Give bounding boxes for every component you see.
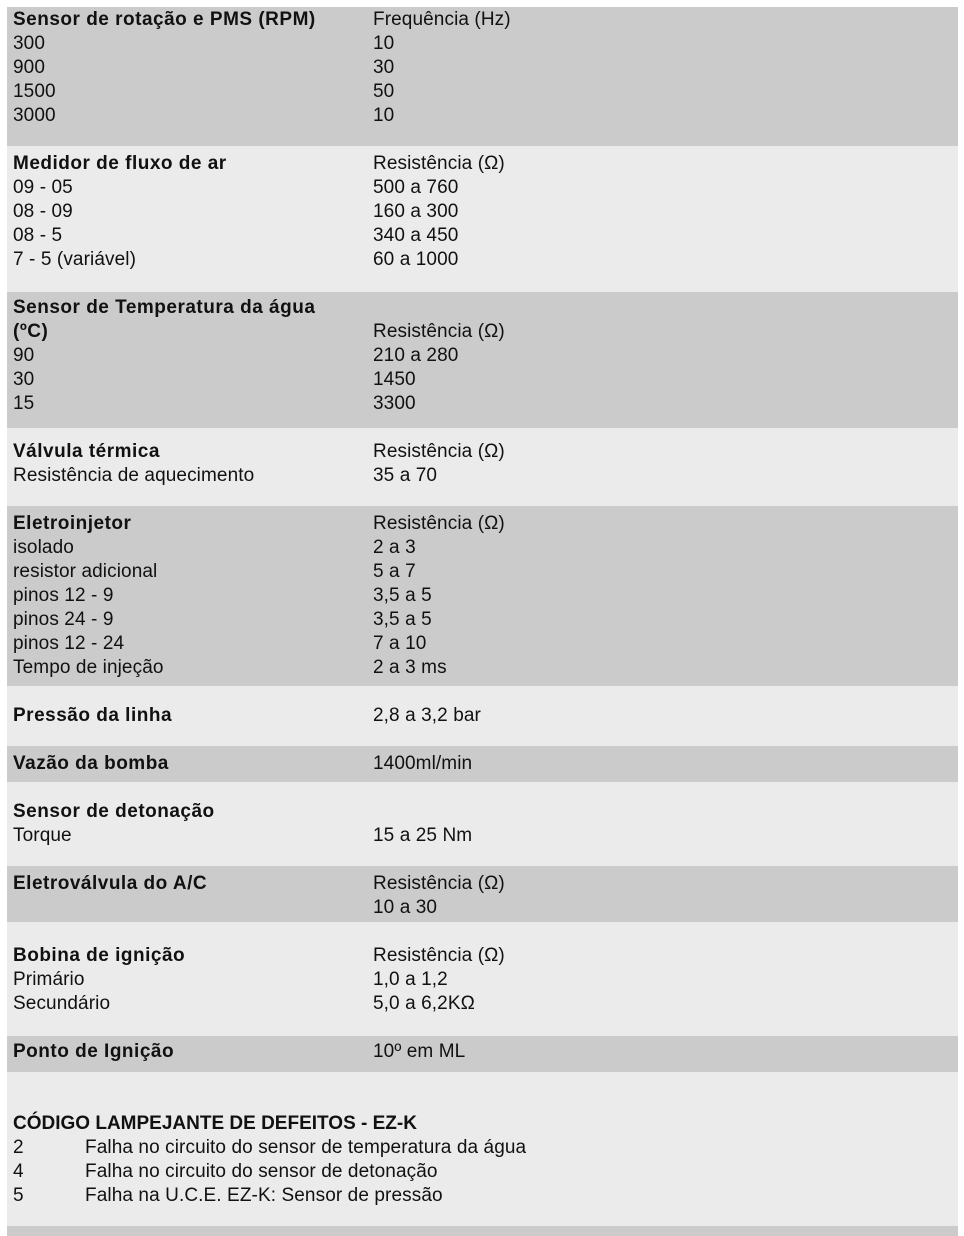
row-label: 3000: [13, 105, 56, 126]
spec-row: [7, 656, 958, 680]
spec-section: [7, 782, 958, 866]
row-label: 08 - 5: [13, 225, 63, 246]
row-label: 300: [13, 33, 46, 54]
row-label: Torque: [13, 825, 72, 846]
spec-section: [7, 506, 958, 686]
spec-row: [7, 584, 958, 608]
section-header: [7, 440, 958, 464]
section-header-value: 2,8 a 3,2 bar: [373, 705, 481, 726]
section-header: [7, 800, 958, 824]
spec-row: [7, 560, 958, 584]
row-value: 340 a 450: [373, 225, 459, 246]
fault-code-section: [7, 1072, 958, 1226]
spec-section: [7, 292, 958, 428]
row-label: pinos 24 - 9: [13, 609, 114, 630]
spec-row: [7, 32, 958, 56]
row-value: 2 a 3: [373, 537, 416, 558]
fault-code-number: 4: [13, 1161, 24, 1182]
section-header-value: Resistência (Ω): [373, 321, 505, 342]
spec-row: [7, 824, 958, 848]
section-title: Eletroinjetor: [13, 513, 132, 534]
spec-section: [7, 146, 958, 292]
section-title: Válvula térmica: [13, 441, 160, 462]
row-label: 30: [13, 369, 35, 390]
row-value: 3,5 a 5: [373, 585, 432, 606]
section-title: Sensor de detonação: [13, 801, 215, 822]
fault-code-header: [7, 1112, 958, 1136]
section-header: [7, 512, 958, 536]
spec-row: [7, 80, 958, 104]
fault-code-number: 2: [13, 1137, 24, 1158]
spec-section: [7, 922, 958, 1036]
spec-row: [7, 104, 958, 128]
spec-row: [7, 896, 958, 920]
row-value: 2 a 3 ms: [373, 657, 447, 678]
section-title: (ºC): [13, 321, 49, 342]
section-header: [7, 872, 958, 896]
section-title: Ponto de Ignição: [13, 1041, 175, 1062]
section-header-value: Resistência (Ω): [373, 513, 505, 534]
section-header: [7, 320, 958, 344]
section-header-value: Resistência (Ω): [373, 873, 505, 894]
section-header-value: 10º em ML: [373, 1041, 466, 1062]
spec-row: [7, 608, 958, 632]
row-label: 90: [13, 345, 35, 366]
row-value: 3,5 a 5: [373, 609, 432, 630]
spec-row: [7, 464, 958, 488]
spec-row: [7, 368, 958, 392]
row-label: 15: [13, 393, 35, 414]
section-header-value: 1400ml/min: [373, 753, 473, 774]
row-label: Resistência de aquecimento: [13, 465, 255, 486]
spec-row: [7, 224, 958, 248]
spec-row: [7, 200, 958, 224]
row-label: 09 - 05: [13, 177, 73, 198]
row-label: 900: [13, 57, 46, 78]
fault-code-description: Falha no circuito do sensor de temperatura da água: [85, 1137, 527, 1158]
section-title: Sensor de rotação e PMS (RPM): [13, 9, 316, 30]
row-label: pinos 12 - 9: [13, 585, 114, 606]
section-header: [7, 296, 958, 320]
section-title: Pressão da linha: [13, 705, 173, 726]
row-value: 30: [373, 57, 395, 78]
spec-row: [7, 56, 958, 80]
spec-section: [7, 746, 958, 782]
spec-row: [7, 968, 958, 992]
row-label: Tempo de injeção: [13, 657, 164, 678]
spec-section: [7, 1036, 958, 1072]
row-value: 1,0 a 1,2: [373, 969, 448, 990]
row-label: isolado: [13, 537, 74, 558]
spec-row: [7, 632, 958, 656]
section-title: Sensor de Temperatura da água: [13, 297, 316, 318]
bottom-band: [7, 1226, 958, 1236]
fault-code-item: [7, 1160, 958, 1184]
section-header-value: Resistência (Ω): [373, 441, 505, 462]
fault-code-description: Falha na U.C.E. EZ-K: Sensor de pressão: [85, 1185, 443, 1206]
row-value: 7 a 10: [373, 633, 427, 654]
spec-row: [7, 344, 958, 368]
section-header: [7, 152, 958, 176]
row-label: pinos 12 - 24: [13, 633, 125, 654]
row-value: 160 a 300: [373, 201, 459, 222]
row-value: 1450: [373, 369, 416, 390]
spec-row: [7, 536, 958, 560]
spec-row: [7, 392, 958, 416]
row-value: 10: [373, 33, 395, 54]
spec-row: [7, 992, 958, 1016]
row-label: 08 - 09: [13, 201, 73, 222]
section-title: Medidor de fluxo de ar: [13, 153, 227, 174]
row-value: 60 a 1000: [373, 249, 459, 270]
row-value: 5,0 a 6,2KΩ: [373, 993, 475, 1014]
section-title: Vazão da bomba: [13, 753, 169, 774]
fault-code-description: Falha no circuito do sensor de detonação: [85, 1161, 438, 1182]
row-label: Secundário: [13, 993, 111, 1014]
spec-section: [7, 428, 958, 506]
section-header-value: Frequência (Hz): [373, 9, 511, 30]
section-header: [7, 1040, 958, 1064]
fault-code-item: [7, 1184, 958, 1208]
row-value: 10: [373, 105, 395, 126]
spec-section: [7, 686, 958, 746]
section-header: [7, 704, 958, 728]
section-header-value: Resistência (Ω): [373, 153, 505, 174]
row-value: 210 a 280: [373, 345, 459, 366]
spec-section: [7, 7, 958, 146]
section-title: Bobina de ignição: [13, 945, 186, 966]
row-value: 50: [373, 81, 395, 102]
fault-code-number: 5: [13, 1185, 24, 1206]
section-header: [7, 8, 958, 32]
row-value: 5 a 7: [373, 561, 416, 582]
section-header: [7, 752, 958, 776]
spec-row: [7, 176, 958, 200]
row-value: 35 a 70: [373, 465, 438, 486]
section-header: [7, 944, 958, 968]
row-value: 15 a 25 Nm: [373, 825, 473, 846]
fault-code-title: CÓDIGO LAMPEJANTE DE DEFEITOS - EZ-K: [13, 1113, 417, 1134]
section-header-value: Resistência (Ω): [373, 945, 505, 966]
fault-code-item: [7, 1136, 958, 1160]
row-label: 1500: [13, 81, 56, 102]
row-value: 500 a 760: [373, 177, 459, 198]
row-value: 3300: [373, 393, 416, 414]
row-value: 10 a 30: [373, 897, 438, 918]
section-title: Eletroválvula do A/C: [13, 873, 208, 894]
row-label: 7 - 5 (variável): [13, 249, 137, 270]
spec-section: [7, 866, 958, 922]
row-label: Primário: [13, 969, 85, 990]
row-label: resistor adicional: [13, 561, 158, 582]
spec-row: [7, 248, 958, 272]
